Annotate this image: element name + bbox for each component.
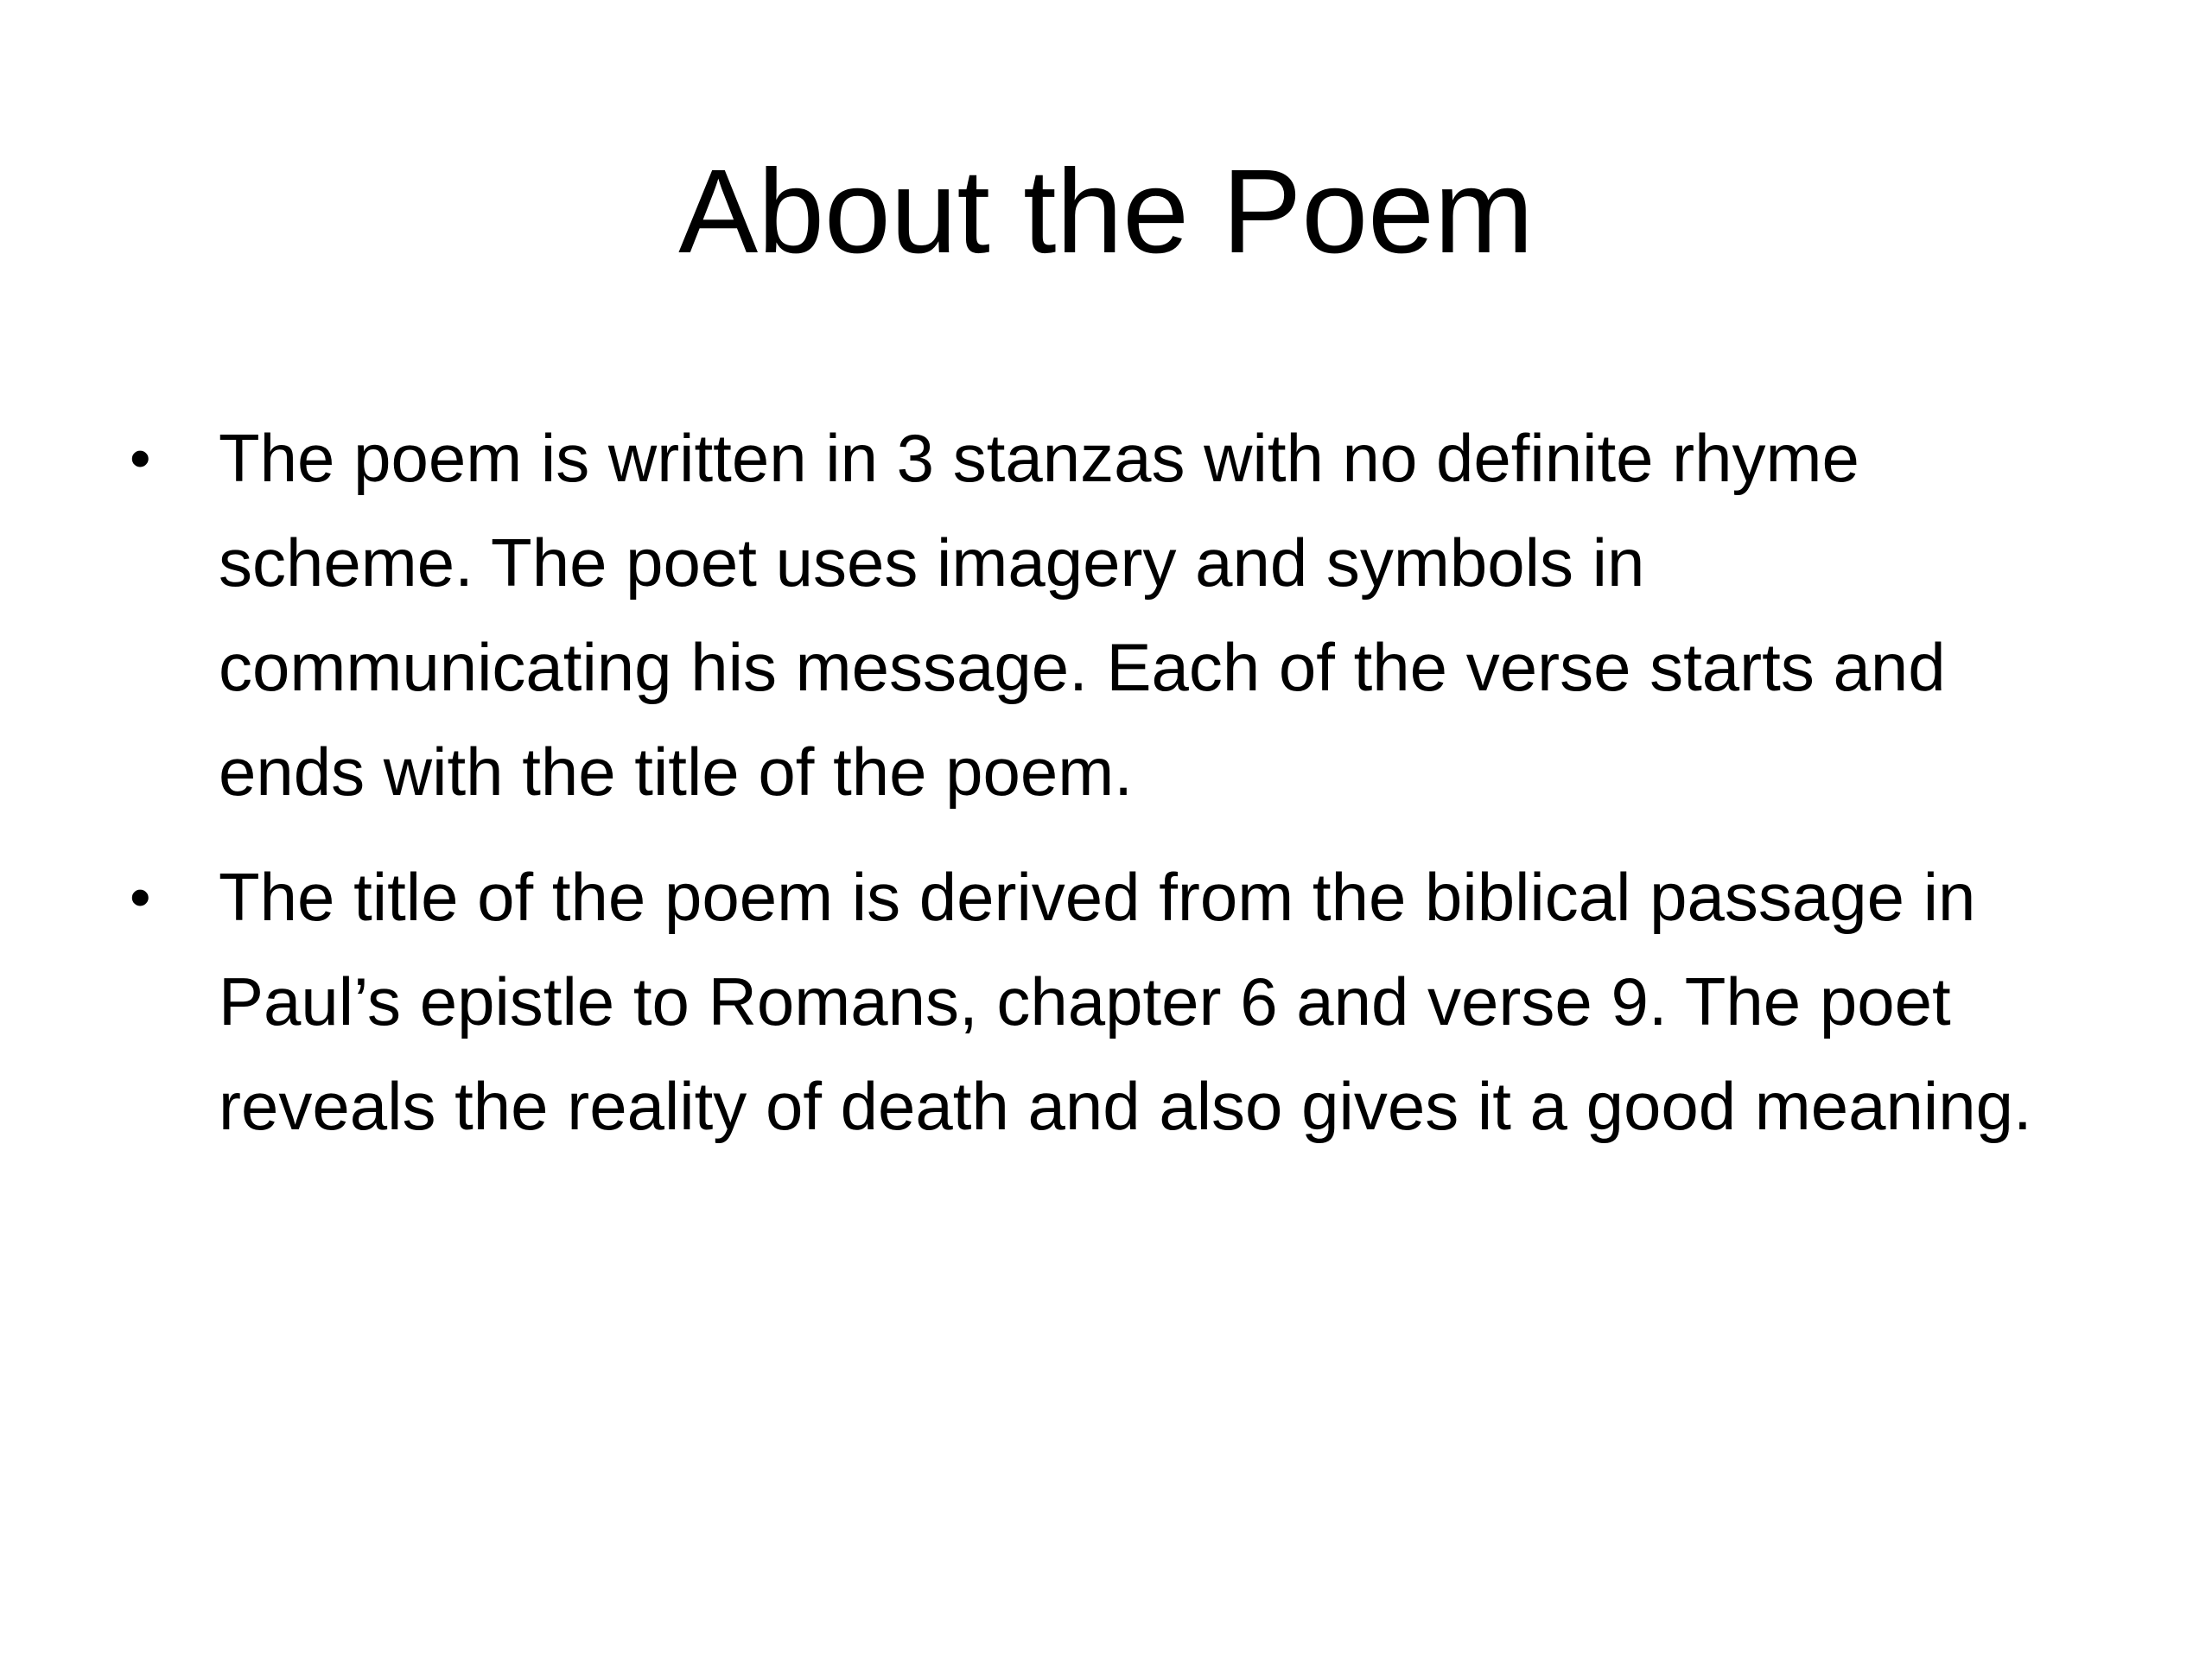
bullet-icon: • [130,863,151,931]
bullet-item [130,406,2091,824]
bullet-item [130,845,2091,1159]
bullet-text: The title of the poem is derived from the biblical passage in Paul’s epistle to Romans, chapter 6 and verse 9. The poet reveals the reality of death and also gives it a good meaning. [219,859,2032,1144]
slide-title: About the Poem [678,145,1534,278]
bullet-list [130,406,2091,1179]
bullet-text: The poem is written in 3 stanzas with no definite rhyme scheme. The poet uses imagery and symbols in communicating his message. Each of the verse starts and ends with the title of the poem. [219,420,1946,810]
bullet-icon: • [130,424,151,492]
